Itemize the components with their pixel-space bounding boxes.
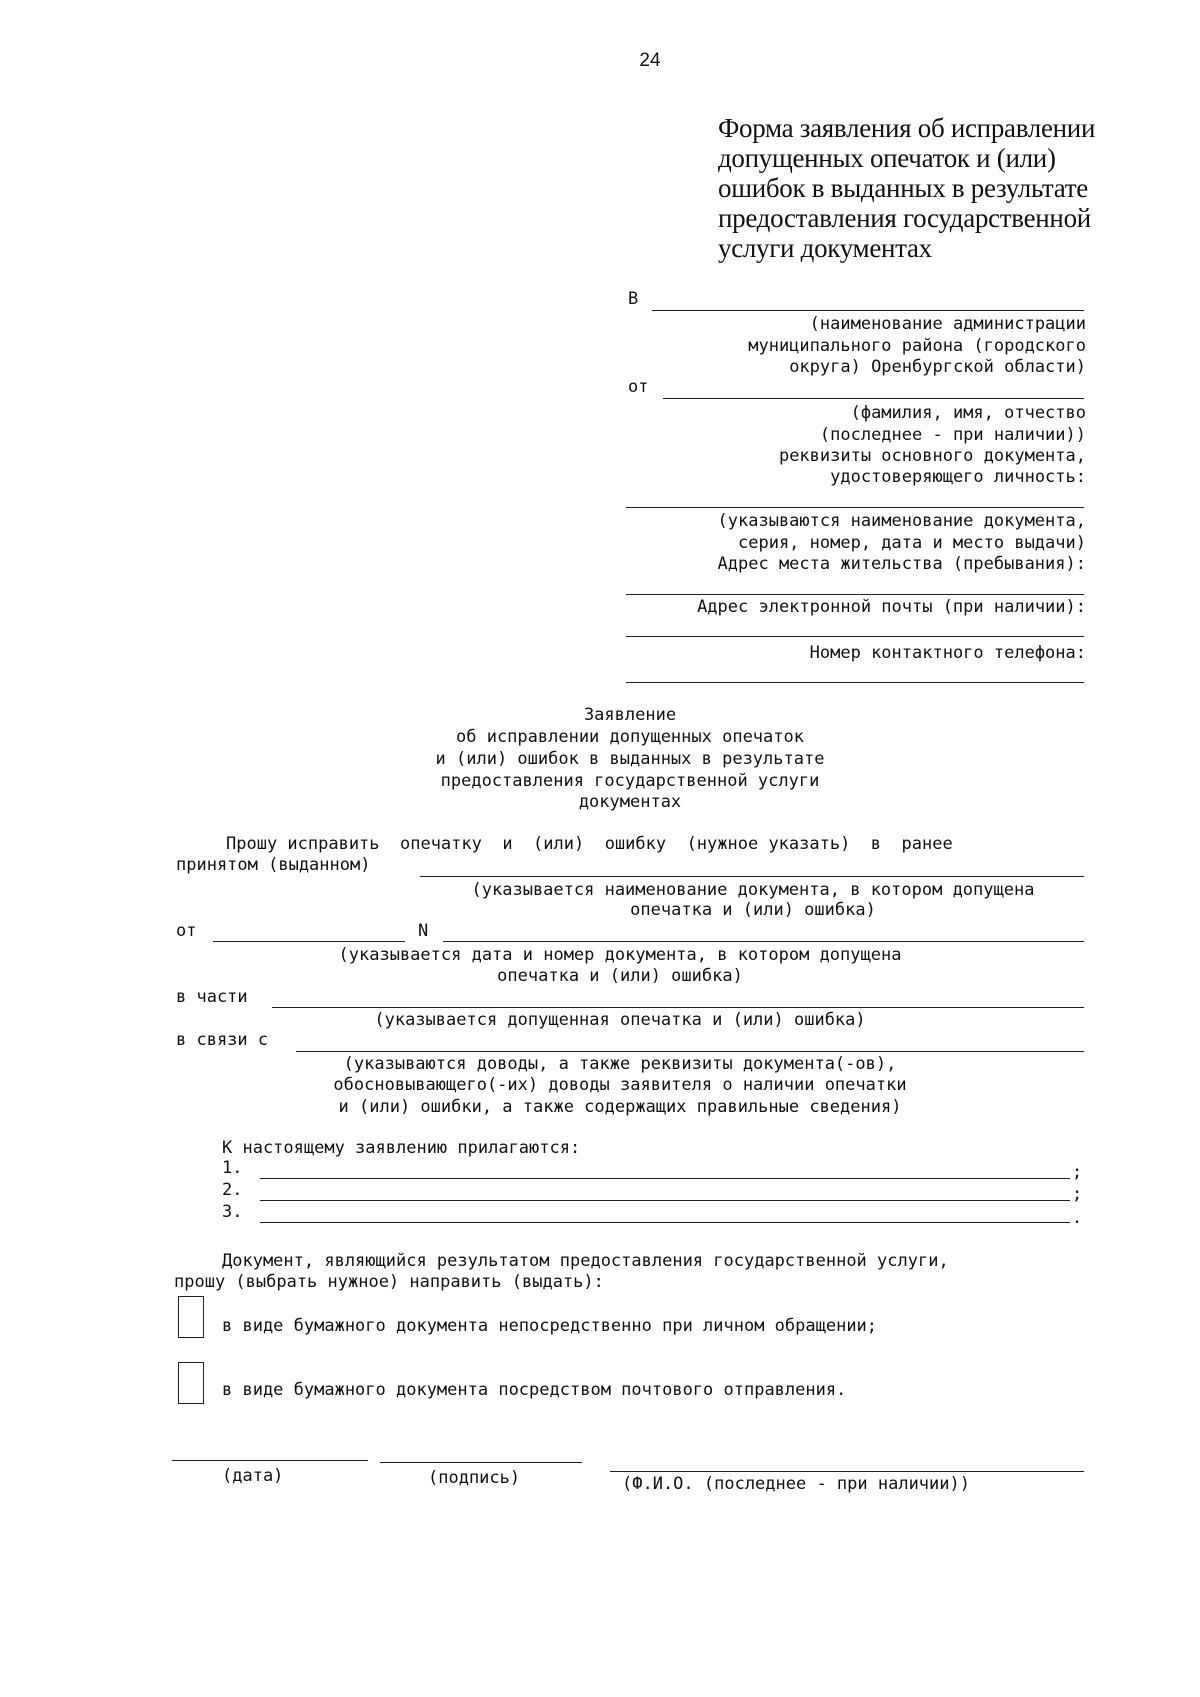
attachment-num-2: 2.	[222, 1180, 243, 1200]
doc-name-hint-1: (указывается наименование документа, в котором допущена	[471, 880, 1035, 900]
full-name-field[interactable]	[610, 1471, 1084, 1472]
from-prefix: от	[628, 377, 649, 397]
id-doc-field[interactable]	[626, 507, 1084, 508]
address-label: Адрес места жительства (пребывания):	[717, 554, 1086, 574]
statement-heading-4: предоставления государственной услуги	[440, 771, 820, 791]
from-hint-2: (последнее - при наличии))	[819, 425, 1086, 445]
reason-hint-1: (указываются доводы, а также реквизиты документа(-ов),	[343, 1054, 897, 1074]
date-hint-2: опечатка и (или) ошибка)	[497, 966, 743, 986]
to-hint-1: (наименование администрации	[809, 314, 1086, 334]
from-hint-1: (фамилия, имя, отчество	[850, 403, 1086, 423]
id-doc-hint-2: серия, номер, дата и место выдачи)	[738, 533, 1086, 553]
phone-field[interactable]	[626, 682, 1084, 683]
doc-number-label: N	[418, 921, 429, 941]
attachment-num-1: 1.	[222, 1158, 243, 1178]
delivery-intro-1: Документ, являющийся результатом предоставления государственной услуги,	[222, 1251, 949, 1271]
email-label: Адрес электронной почты (при наличии):	[697, 597, 1086, 617]
signature-field[interactable]	[380, 1462, 582, 1463]
full-name-caption: (Ф.И.О. (последнее - при наличии))	[622, 1474, 970, 1494]
email-field[interactable]	[626, 636, 1084, 637]
delivery-by-mail-checkbox[interactable]	[178, 1362, 204, 1404]
doc-from-label: от	[176, 921, 197, 941]
reason-hint-3: и (или) ошибки, а также содержащих правильные сведения)	[338, 1097, 902, 1117]
doc-date-field[interactable]	[213, 941, 405, 942]
statement-heading-1: Заявление	[583, 705, 677, 725]
doc-name-hint-2: опечатка и (или) ошибка)	[630, 900, 876, 920]
request-line-2: принятом (выданном)	[176, 855, 371, 875]
date-signature-field[interactable]	[172, 1460, 368, 1461]
attachment-field-1[interactable]	[260, 1178, 1070, 1179]
to-hint-2: муниципального района (городского	[748, 336, 1086, 356]
reason-hint-2: обосновывающего(-их) доводы заявителя о наличии опечатки	[333, 1075, 907, 1095]
doc-name-field[interactable]	[420, 876, 1084, 877]
part-field[interactable]	[272, 1007, 1084, 1008]
address-field[interactable]	[626, 594, 1084, 595]
statement-heading-3: и (или) ошибок в выданных в результате	[435, 749, 825, 769]
delivery-in-person-label: в виде бумажного документа непосредственно при личном обращении;	[222, 1316, 878, 1336]
part-hint: (указывается допущенная опечатка и (или) ошибка)	[374, 1010, 866, 1030]
delivery-intro-2: прошу (выбрать нужное) направить (выдать):	[174, 1272, 604, 1292]
page-number: 24	[639, 50, 661, 71]
attachment-end-1: ;	[1072, 1162, 1083, 1182]
id-doc-hint-1: (указываются наименование документа,	[717, 511, 1086, 531]
delivery-in-person-checkbox[interactable]	[178, 1296, 204, 1338]
request-line-1: Прошу исправить опечатку и (или) ошибку (нужное указать) в ранее	[226, 834, 953, 854]
id-doc-label-2: удостоверяющего личность:	[830, 467, 1086, 487]
doc-number-field[interactable]	[443, 941, 1084, 942]
attachment-end-3: .	[1072, 1208, 1083, 1228]
from-field[interactable]	[663, 398, 1084, 399]
statement-heading-2: об исправлении допущенных опечаток	[456, 727, 804, 747]
attachments-label: К настоящему заявлению прилагаются:	[222, 1138, 581, 1158]
attachment-field-2[interactable]	[260, 1200, 1070, 1201]
reason-label: в связи с	[176, 1030, 269, 1050]
reason-field[interactable]	[296, 1051, 1084, 1052]
attachment-end-2: ;	[1072, 1184, 1083, 1204]
attachment-num-3: 3.	[222, 1202, 243, 1222]
to-prefix: В	[628, 289, 639, 309]
date-hint-1: (указывается дата и номер документа, в котором допущена	[338, 945, 902, 965]
to-hint-3: округа) Оренбургской области)	[789, 357, 1086, 377]
attachment-field-3[interactable]	[260, 1222, 1070, 1223]
delivery-by-mail-label: в виде бумажного документа посредством почтового отправления.	[222, 1380, 847, 1400]
signature-caption: (подпись)	[428, 1468, 521, 1488]
part-label: в части	[176, 987, 248, 1007]
to-field[interactable]	[652, 310, 1084, 311]
date-caption: (дата)	[222, 1466, 284, 1486]
statement-heading-5: документах	[578, 792, 682, 812]
phone-label: Номер контактного телефона:	[809, 643, 1086, 663]
form-title: Форма заявления об исправлении допущенных опечаток и (или) ошибок в выданных в результате предоставления государственной услуги документах	[718, 113, 1096, 263]
id-doc-label-1: реквизиты основного документа,	[778, 446, 1086, 466]
